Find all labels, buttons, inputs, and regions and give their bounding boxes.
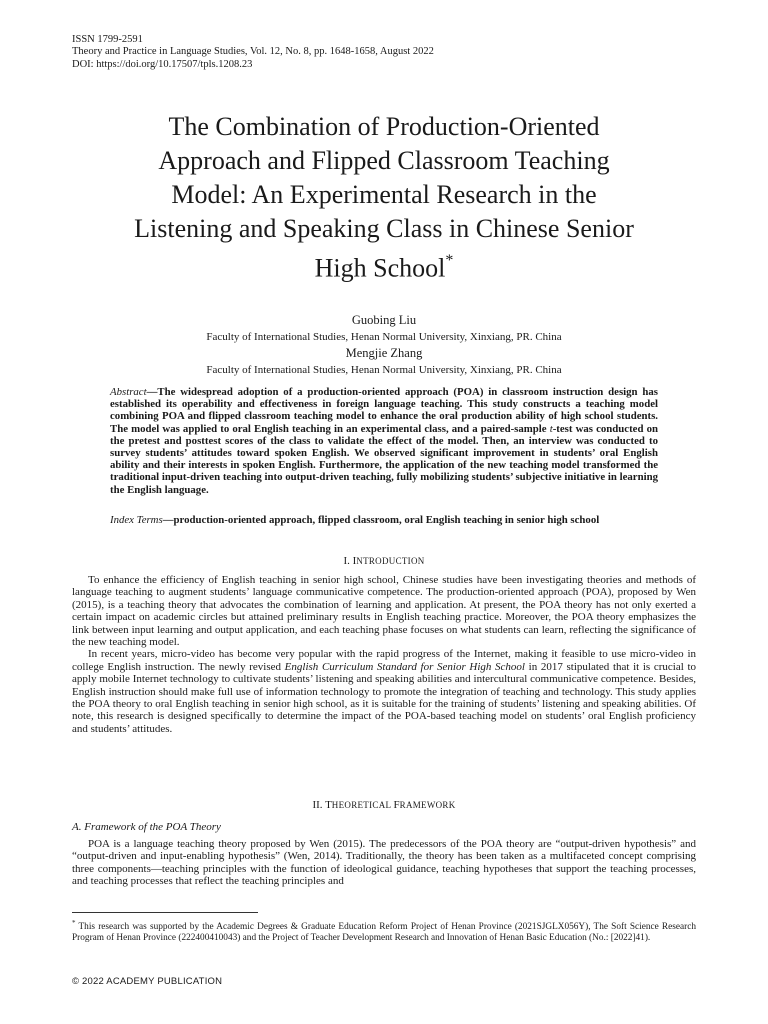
abstract-label: Abstract [110, 386, 147, 398]
author-name: Guobing Liu [351, 313, 417, 327]
framework-body [72, 838, 696, 888]
copyright: © 2022 ACADEMY PUBLICATION [72, 976, 223, 987]
author-affiliation: Faculty of International Studies, Henan Normal University, Xinxiang, PR. China [206, 331, 562, 343]
subsection-heading: A. Framework of the POA Theory [72, 821, 221, 833]
title-line: The Combination of Production-Oriented [168, 112, 600, 141]
section-heading-introduction: I. INTRODUCTION [343, 555, 425, 567]
journal-citation: Theory and Practice in Language Studies, Vol. 12, No. 8, pp. 1648-1658, August 2022 [72, 46, 434, 58]
issn: ISSN 1799-2591 [72, 34, 143, 45]
footnote-mark[interactable]: * [445, 252, 454, 269]
footnote-divider [72, 912, 258, 913]
title-line: Listening and Speaking Class in Chinese Senior [134, 214, 634, 243]
paragraph: To enhance the efficiency of English teaching in senior high school, Chinese studies have been investigating theories and methods of language teaching to augment students’ language communicative competence. The production-oriented approach (POA), proposed by Wen (2015), is a teaching theory that advocates the combination of learning and application. At present, the POA theory has not only exerted a certain impact on academic circles but attained preliminary results in English teaching practice. Moreover, the POA theory emphasizes the link between input learning and output application, and each teaching phase focuses on what students can learn, reflecting the significance of the new teaching model. [72, 574, 696, 649]
footnote: * This research was supported by the Academic Degrees & Graduate Education Reform Project of Henan Province (2021SJGLX056Y), The Soft Science Research Program of Henan Province (222400410043) and the Project of Teacher Development Research and Innovation of Henan Basic Education (No.: [2022]41). [72, 919, 696, 944]
title-line: Approach and Flipped Classroom Teaching [158, 146, 610, 175]
paper-title [72, 110, 696, 286]
paragraph: POA is a language teaching theory proposed by Wen (2015). The predecessors of the POA theory are “output-driven hypothesis” and “output-driven and input-enabling hypothesis” (Wen, 2014). Traditionally, the theory has been taken as a multifaceted concept comprising three components—teaching principles with the function of ideological guidance, teaching hypotheses that support the teaching processes, and teaching processes that reflect the teaching principles and [72, 838, 696, 888]
introduction-body [72, 574, 696, 735]
title-line: Model: An Experimental Research in the [171, 180, 597, 209]
journal-header [72, 34, 434, 71]
title-line: High School* [314, 252, 454, 283]
doi-link[interactable]: DOI: https://doi.org/10.17507/tpls.1208.23 [72, 58, 253, 70]
index-terms: Index Terms—production-oriented approach, flipped classroom, oral English teaching in senior high school [110, 514, 600, 526]
index-terms-label: Index Terms [110, 514, 163, 526]
abstract: Abstract—The widespread adoption of a production-oriented approach (POA) in classroom instruction design has established its operability and effectiveness in foreign language teaching. This study constructs a teaching model combining POA and flipped classroom teaching model to enhance the oral production ability of high school students. The model was applied to oral English teaching in an experimental class, and a paired-sample t-test was conducted on the pretest and posttest scores of the class to validate the effect of the model. Then, an interview was conducted to survey students’ attitudes toward spoken English. We observed significant improvement in students’ oral English ability and their interests in spoken English. Furthermore, the application of the new teaching model transformed the traditional input-driven teaching into output-driven teaching, fully mobilizing students’ subjective initiative in learning the English language. [110, 386, 658, 496]
author-name: Mengjie Zhang [345, 346, 423, 360]
section-heading-framework: II. THEORETICAL FRAMEWORK [312, 799, 456, 811]
paragraph: In recent years, micro-video has become very popular with the rapid progress of the Internet, making it feasible to use micro-video in college English instruction. The newly revised English Curriculum Standard for Senior High School in 2017 stipulated that it is crucial to apply mobile Internet technology to cultivate students’ listening and speaking abilities and intercultural communicative competence. Besides, English instruction should make full use of information technology to promote the integration of teaching and technology. This study applies the POA theory to oral English teaching in senior high school, as it is suitable for the training of students’ listening and speaking abilities. Of note, this research is designed specifically to determine the impact of the POA-based teaching model on students’ oral English proficiency and students’ attitudes. [72, 648, 697, 735]
author-affiliation: Faculty of International Studies, Henan Normal University, Xinxiang, PR. China [206, 364, 562, 376]
